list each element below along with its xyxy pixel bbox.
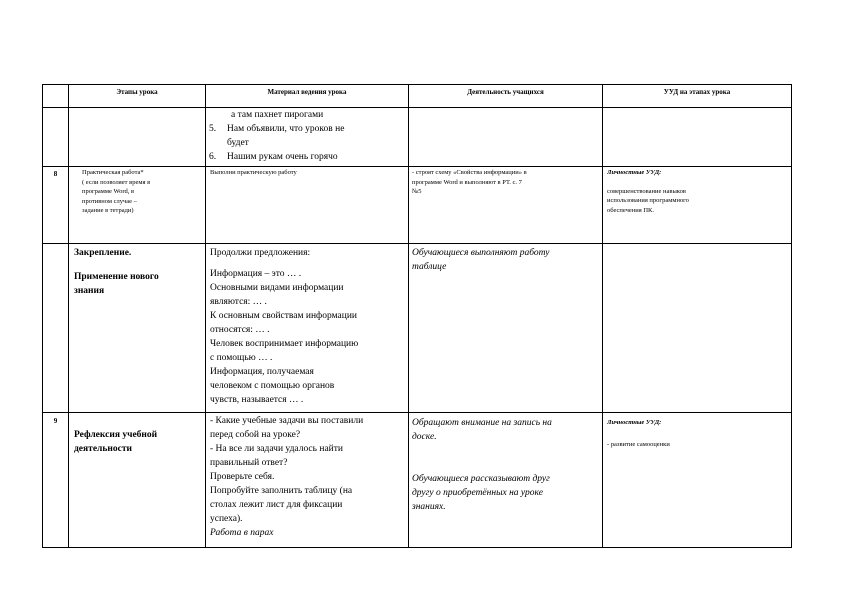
activity-line: Обучающиеся выполняют работу <box>412 248 550 258</box>
stage-title: деятельности <box>74 444 132 454</box>
column-divider <box>408 84 409 548</box>
material-line: столах лежит лист для фиксации <box>210 500 343 510</box>
uud-line: использования программного <box>607 197 689 204</box>
row-divider <box>42 243 792 244</box>
column-divider <box>602 84 603 548</box>
material-line: - Какие учебные задачи вы поставили <box>210 416 364 426</box>
material-line: Информация, получаемая <box>210 367 314 377</box>
material-cell <box>210 246 406 407</box>
header-stage: Этапы урока <box>116 88 158 96</box>
column-divider <box>68 84 69 548</box>
material-line: являются: … . <box>210 297 267 307</box>
material-line: перед собой на уроке? <box>210 430 301 440</box>
list-item: а там пахнет пирогами <box>231 110 324 120</box>
activity-line: программе Word и выполняют в РТ. с. 7 <box>412 178 522 186</box>
material-line: чувств, называется … . <box>210 395 304 405</box>
uud-title: Личностные УУД: <box>607 419 662 426</box>
stage-cell <box>82 168 202 216</box>
row-number: 9 <box>53 417 58 425</box>
activity-line: доске. <box>412 432 437 442</box>
continued-list <box>209 108 406 164</box>
activity-line: знаниях. <box>412 502 446 512</box>
material-line: относятся: … . <box>210 325 270 335</box>
material-line: Продолжи предложения: <box>210 248 311 258</box>
row-divider <box>42 166 792 167</box>
activity-line: другу о приобретённых на уроке <box>412 488 543 498</box>
material-line: Работа в парах <box>210 528 274 538</box>
material-line: с помощью … . <box>210 353 273 363</box>
stage-line: задание в тетради) <box>82 207 134 214</box>
table-border-right <box>791 84 792 548</box>
uud-cell <box>607 168 789 215</box>
header-activity: Деятельность учащихся <box>467 88 544 96</box>
table-border-top <box>42 84 792 85</box>
material-line: успеха). <box>210 514 243 524</box>
header-uud: УУД на этапах урока <box>663 88 731 96</box>
row-number: 8 <box>53 170 58 178</box>
activity-cell <box>412 168 600 197</box>
list-item: 5. Нам объявили, что уроков не <box>209 124 345 134</box>
activity-line: Обращают внимание на запись на <box>412 418 552 428</box>
material-cell <box>210 414 406 540</box>
stage-cell <box>74 246 202 298</box>
activity-line: таблице <box>412 262 447 272</box>
material-line: Попробуйте заполнить таблицу (на <box>210 486 353 496</box>
stage-line: программе Word, в <box>82 188 135 195</box>
stage-line: противном случае – <box>82 197 137 205</box>
stage-title: знания <box>74 286 105 296</box>
material-line: Информация – это … . <box>210 269 302 279</box>
table-border-bottom <box>42 547 792 548</box>
stage-line: ( если позволяет время в <box>82 178 151 186</box>
table-border-left <box>42 84 43 548</box>
stage-line: Практическая работа* <box>82 169 144 176</box>
material-line: правильный ответ? <box>210 458 288 468</box>
material-line: Проверьте себя. <box>210 472 275 482</box>
uud-line: совершенствование навыков <box>607 187 686 195</box>
column-divider <box>205 84 206 548</box>
material-line: Основными видами информации <box>210 283 344 293</box>
header-material: Материал ведения урока <box>267 88 347 96</box>
table-header-divider <box>42 107 792 108</box>
row-divider <box>42 412 792 413</box>
material-line: Выполни практическую работу <box>210 169 297 176</box>
activity-line: Обучающиеся рассказывают друг <box>412 474 550 484</box>
activity-cell <box>412 416 600 514</box>
activity-cell <box>412 246 600 274</box>
material-line: К основным свойствам информации <box>210 311 357 321</box>
material-line: - На все ли задачи удалось найти <box>210 444 343 454</box>
activity-line: №5 <box>412 188 422 195</box>
stage-cell <box>74 428 202 456</box>
uud-line: обеспечения ПК. <box>607 206 654 214</box>
stage-title: Закрепление. <box>74 248 132 258</box>
uud-cell <box>607 418 789 449</box>
uud-line: - развитие самооценки <box>607 440 670 448</box>
material-line: Человек воспринимает информацию <box>210 339 359 349</box>
list-item: 6. Нашим рукам очень горячо <box>209 152 338 162</box>
uud-title: Личностные УУД: <box>607 169 662 176</box>
material-cell <box>210 168 405 178</box>
stage-title: Рефлексия учебной <box>74 430 158 440</box>
material-line: человеком с помощью органов <box>210 381 335 391</box>
stage-title: Применение нового <box>74 272 159 282</box>
list-item: будет <box>227 138 249 148</box>
activity-line: - строят схему «Свойства информации» в <box>412 169 527 176</box>
